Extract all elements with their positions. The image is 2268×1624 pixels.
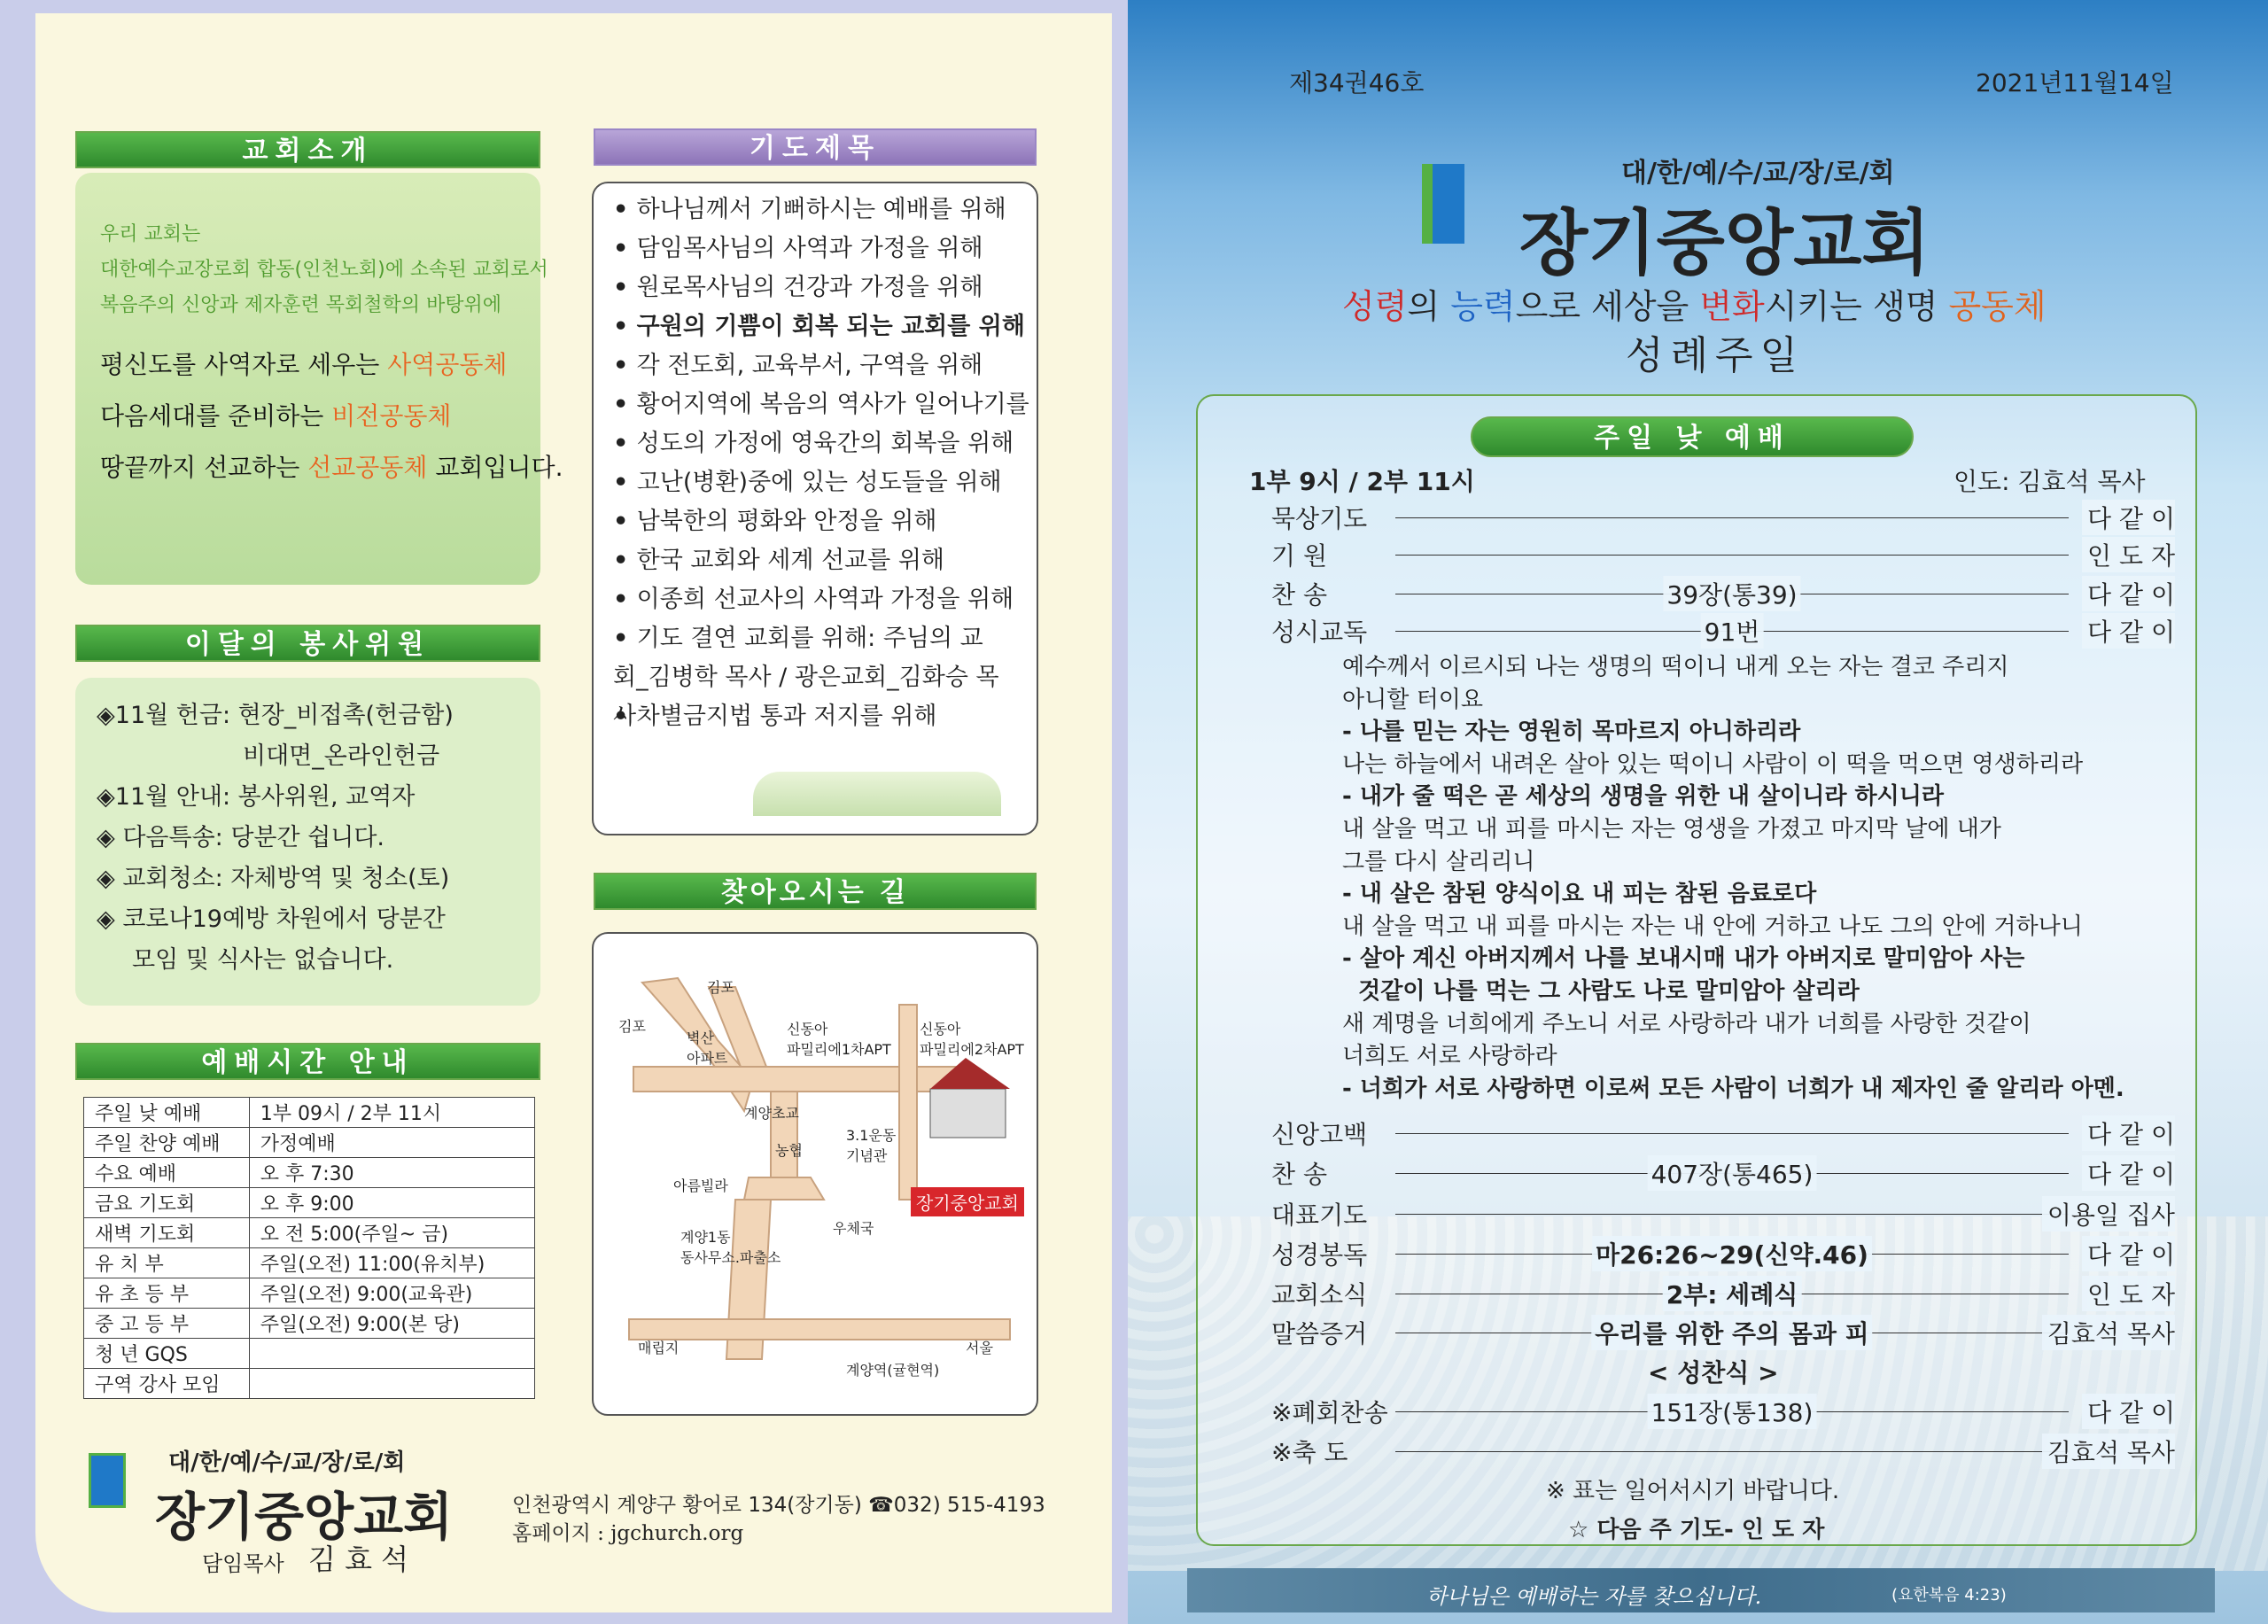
- schedule-cell: 금요 기도회: [84, 1188, 250, 1218]
- map-label: 신동아 파밀리에1차APT: [787, 1021, 891, 1058]
- order-item-person: 다 같 이: [2082, 576, 2175, 611]
- order-leader-line: [1395, 1214, 2069, 1215]
- table-row: [84, 1248, 535, 1278]
- map-label: 3.1운동 기념관: [846, 1127, 897, 1164]
- schedule-cell: 주일 낮 예배: [84, 1098, 250, 1128]
- intro-line-3-c: 교회입니다.: [427, 453, 563, 482]
- order-item-person: 다 같 이: [2082, 1236, 2175, 1271]
- standing-note: ※ 표는 일어서시기 바랍니다.: [1546, 1478, 1840, 1504]
- order-item-label: 찬 송: [1271, 580, 1327, 610]
- schedule-cell: 주일(오전) 11:00(유치부): [249, 1248, 534, 1278]
- header-denomination: 대/한/예/수/교/장/로/회: [1621, 158, 1895, 189]
- sacrament-label: < 성찬식 >: [1648, 1358, 1779, 1387]
- motto-part: 공동체: [1948, 287, 2047, 326]
- footer-pastor-label: 담임목사: [202, 1551, 284, 1576]
- footer-address: 인천광역시 계양구 황어로 134(장기동) ☎032) 515-4193: [512, 1494, 1045, 1517]
- volunteer-line: ◈ 코로나19예방 차원에서 당분간: [97, 905, 446, 933]
- prayer-item: • 차별금지법 통과 저지를 위해: [613, 697, 1029, 736]
- prayer-item: • 성도의 가정에 영육간의 회복을 위해: [613, 424, 1029, 463]
- issue-number: 제34권46호: [1289, 68, 1425, 97]
- order-item-person: 인 도 자: [2082, 537, 2175, 572]
- prayer-item: • 황어지역에 복음의 역사가 일어나기를: [613, 385, 1029, 424]
- prayer-item: • 남북한의 평화와 안정을 위해: [613, 502, 1029, 541]
- table-row: [84, 1158, 535, 1188]
- footer-pastor-name: 김 효 석: [308, 1542, 409, 1576]
- intro-small-2: 대한예수교장로회 합동(인천노회)에 소속된 교회로서: [100, 259, 548, 281]
- schedule-cell: 오 전 5:00(주일~ 금): [249, 1218, 534, 1248]
- volunteer-line: ◈ 다음특송: 당분간 쉽니다.: [97, 824, 385, 851]
- intro-line-2-b: 비전공동체: [331, 401, 452, 431]
- reading-line: - 살아 계신 아버지께서 나를 보내시매 내가 아버지로 말미암아 사는: [1342, 945, 2025, 973]
- schedule-cell: 중 고 등 부: [84, 1309, 250, 1339]
- prayer-item: • 담임목사님의 사역과 가정을 위해: [613, 229, 1029, 268]
- prayer-box: [592, 182, 1038, 835]
- order-item-person: 인 도 자: [2082, 1276, 2175, 1311]
- order-leader-line: [1395, 1451, 2069, 1452]
- volunteer-box: [75, 678, 540, 1006]
- schedule-cell: 유 치 부: [84, 1248, 250, 1278]
- intro-line-2-a: 다음세대를 준비하는: [100, 401, 332, 431]
- order-item-person: 김효석 목사: [2042, 1434, 2175, 1469]
- order-item-person: 다 같 이: [2082, 1115, 2175, 1151]
- sunday-title: 성례주일: [1626, 333, 1806, 378]
- reading-line: - 내가 줄 떡은 곧 세상의 생명을 위한 내 살이니라 하시니라: [1342, 783, 1944, 811]
- map-label: 신동아 파밀리에2차APT: [920, 1021, 1024, 1058]
- motto-part: 의: [1407, 287, 1451, 326]
- church-motto: [1342, 279, 2047, 328]
- schedule-cell: [249, 1369, 534, 1399]
- map-label: 우체국: [833, 1220, 874, 1237]
- reading-line: - 내 살은 참된 양식이요 내 피는 참된 음료로다: [1342, 881, 1817, 908]
- prayer-item: • 기도 결연 교회를 위해: 주님의 교회_김병학 목사 / 광은교회_김화승 목사: [613, 619, 1003, 697]
- footer-church-name: 장기중앙교회: [155, 1487, 454, 1547]
- map-label: 계양역(귤현역): [846, 1362, 940, 1379]
- service-times: 1부 9시 / 2부 11시: [1249, 467, 1475, 496]
- intro-small-3: 복음주의 신앙과 제자훈련 목회철학의 바탕위에: [100, 294, 502, 316]
- verse-banner-ref: (요한복음 4:23): [1891, 1586, 2007, 1605]
- header-church-name: 장기중앙교회: [1519, 202, 1930, 284]
- order-item-label: 기 원: [1271, 541, 1327, 571]
- order-leader-line: [1395, 1133, 2069, 1134]
- schedule-cell: 1부 09시 / 2부 11시: [249, 1098, 534, 1128]
- schedule-cell: 주일 찬양 예배: [84, 1128, 250, 1158]
- worship-title: 주일 낮 예배: [1471, 416, 1914, 457]
- intro-small-1: 우리 교회는: [100, 223, 201, 245]
- intro-line-3: [100, 448, 563, 484]
- prayer-item: • 고난(병환)중에 있는 성도들을 위해: [613, 463, 1029, 502]
- reading-line: - 나를 믿는 자는 영원히 목마르지 아니하리라: [1342, 719, 1801, 746]
- table-row: [84, 1309, 535, 1339]
- responsive-reading: [1342, 651, 2124, 1105]
- schedule-cell: 주일(오전) 9:00(교육관): [249, 1278, 534, 1309]
- issue-date: 2021년11월14일: [1976, 68, 2174, 97]
- order-item-label: 성시교독: [1271, 618, 1368, 647]
- motto-part: 으로 세상을: [1515, 287, 1700, 326]
- intro-line-3-a: 땅끝까지 선교하는: [100, 453, 308, 482]
- verse-banner-text: 하나님은 예배하는 자를 찾으십니다.: [1426, 1584, 1762, 1609]
- schedule-table: [83, 1097, 535, 1399]
- order-item-label: 대표기도: [1271, 1201, 1368, 1230]
- schedule-header: 예배시간 안내: [75, 1043, 540, 1080]
- intro-line-2: [100, 397, 451, 432]
- map-label: 농협: [775, 1142, 803, 1159]
- table-row: [84, 1278, 535, 1309]
- cross-logo-icon: [89, 1453, 126, 1508]
- order-item-detail: 151장(통138): [1648, 1394, 1817, 1429]
- schedule-cell: 구역 강사 모임: [84, 1369, 250, 1399]
- reading-line: 아니할 터이요: [1342, 686, 1483, 713]
- worship-leader: 인도: 김효석 목사: [1953, 467, 2146, 496]
- reading-line: 그를 다시 살리리니: [1342, 848, 1535, 875]
- prayer-header: 기도제목: [594, 128, 1037, 166]
- schedule-cell: 오 후 9:00: [249, 1188, 534, 1218]
- order-item-detail: 407장(통465): [1648, 1155, 1817, 1191]
- reading-line: 것같이 나를 먹는 그 사람도 나로 말미암아 살리라: [1342, 977, 1860, 1005]
- table-row: [84, 1218, 535, 1248]
- prayer-item: • 각 전도회, 교육부서, 구역을 위해: [613, 346, 1029, 385]
- footer-denomination: 대/한/예/수/교/장/로/회: [168, 1449, 406, 1476]
- schedule-cell: 오 후 7:30: [249, 1158, 534, 1188]
- map-label: 아름빌라: [673, 1177, 728, 1194]
- volunteer-line: 모임 및 식사는 없습니다.: [132, 946, 394, 974]
- prayer-item: • 원로목사님의 건강과 가정을 위해: [613, 268, 1029, 307]
- schedule-cell: 수요 예배: [84, 1158, 250, 1188]
- volunteer-line: 비대면_온라인헌금: [243, 742, 440, 770]
- schedule-cell: 새벽 기도회: [84, 1218, 250, 1248]
- table-row: [84, 1369, 535, 1399]
- intro-header: 교회소개: [75, 131, 540, 168]
- prayer-item: • 하나님께서 기뻐하시는 예배를 위해: [613, 190, 1029, 229]
- verse-banner: [1187, 1568, 2215, 1612]
- prayer-item: • 이종희 선교사의 사역과 가정을 위해: [613, 580, 1029, 619]
- reading-line: - 너희가 서로 사랑하면 이로써 모든 사람이 너희가 내 제자인 줄 알리라 아멘.: [1342, 1075, 2124, 1102]
- order-item-label: 묵상기도: [1271, 504, 1368, 533]
- order-item-label: 찬 송: [1271, 1160, 1327, 1189]
- prayer-item: • 한국 교회와 세계 선교를 위해: [613, 541, 1029, 580]
- order-leader-line: [1395, 517, 2069, 518]
- motto-part: 변화: [1699, 287, 1765, 326]
- intro-box: [75, 173, 563, 585]
- map-church-label: 장기중앙교회: [911, 1187, 1024, 1216]
- intro-line-1-a: 평신도를 사역자로 세우는: [100, 350, 388, 379]
- order-item-detail: 39장(통39): [1663, 576, 1800, 611]
- intro-line-1: [100, 346, 507, 381]
- schedule-cell: 주일(오전) 9:00(본 당): [249, 1309, 534, 1339]
- order-item-person: 김효석 목사: [2042, 1315, 2175, 1350]
- intro-line-1-b: 사역공동체: [387, 350, 508, 379]
- table-row: [84, 1128, 535, 1158]
- order-item-label: 말씀증거: [1271, 1319, 1368, 1348]
- map-label: 서울: [966, 1340, 993, 1356]
- order-leader-line: [1395, 555, 2069, 556]
- reading-line: 내 살을 먹고 내 피를 마시는 자는 내 안에 거하고 나도 그의 안에 거하나니: [1342, 913, 2083, 940]
- order-item-detail: 마26:26~29(신약.46): [1592, 1236, 1872, 1271]
- next-week-prayer: ☆ 다음 주 기도- 인 도 자: [1568, 1517, 1825, 1543]
- order-item-person: 다 같 이: [2082, 613, 2175, 649]
- volunteer-line: ◈11월 헌금: 현장_비접촉(헌금함): [97, 702, 454, 729]
- order-item-label: ※축 도: [1271, 1438, 1348, 1467]
- footer-website: 홈페이지 : jgchurch.org: [512, 1522, 744, 1545]
- order-item-label: 교회소식: [1271, 1280, 1368, 1309]
- reading-line: 나는 하늘에서 내려온 살아 있는 떡이니 사람이 이 떡을 먹으면 영생하리라: [1342, 750, 2084, 778]
- schedule-cell: 유 초 등 부: [84, 1278, 250, 1309]
- order-item-detail: 2부: 세례식: [1663, 1276, 1802, 1311]
- reading-line: 너희도 서로 사랑하라: [1342, 1043, 1557, 1070]
- motto-part: 능력: [1450, 287, 1516, 326]
- map-box: [592, 932, 1038, 1416]
- table-row: [84, 1339, 535, 1369]
- order-item-detail: 우리를 위한 주의 몸과 피: [1591, 1315, 1872, 1350]
- order-item-person: 이용일 집사: [2042, 1196, 2175, 1232]
- volunteer-line: ◈11월 안내: 봉사위원, 교역자: [97, 783, 416, 811]
- intro-line-3-b: 선교공동체: [307, 453, 428, 482]
- table-row: [84, 1098, 535, 1128]
- table-row: [84, 1188, 535, 1218]
- schedule-cell: 가정예배: [249, 1128, 534, 1158]
- map-label: 김포: [707, 979, 734, 996]
- reading-line: 내 살을 먹고 내 피를 마시는 자는 영생을 가졌고 마지막 날에 내가: [1342, 815, 2001, 843]
- order-item-label: 성경봉독: [1271, 1240, 1368, 1270]
- map-label: 매립지: [638, 1340, 680, 1356]
- schedule-cell: [249, 1339, 534, 1369]
- motto-part: 성령: [1342, 287, 1408, 326]
- map-label: 벽산 아파트: [687, 1030, 728, 1067]
- map-label: 김포: [618, 1018, 646, 1035]
- reading-line: 예수께서 이르시되 나는 생명의 떡이니 내게 오는 자는 결코 주리지: [1342, 654, 2009, 680]
- motto-part: 시키는 생명: [1764, 287, 1949, 326]
- landscape-illustration: [753, 772, 1001, 816]
- prayer-item: • 구원의 기쁨이 회복 되는 교회를 위해: [613, 307, 1029, 346]
- order-item-person: 다 같 이: [2082, 500, 2175, 535]
- reading-line: 새 계명을 너희에게 주노니 서로 사랑하라 내가 너희를 사랑한 것같이: [1342, 1010, 2031, 1037]
- volunteer-header: 이달의 봉사위원: [75, 625, 540, 662]
- map-header: 찾아오시는 길: [594, 873, 1037, 910]
- schedule-cell: 청 년 GQS: [84, 1339, 250, 1369]
- order-item-detail: 91번: [1701, 613, 1764, 649]
- map-label: 계양초교: [744, 1105, 799, 1122]
- order-item-label: ※폐회찬송: [1271, 1398, 1388, 1427]
- volunteer-line: ◈ 교회청소: 자체방역 및 청소(토): [97, 865, 450, 892]
- order-item-person: 다 같 이: [2082, 1155, 2175, 1191]
- cross-logo-icon: [1422, 164, 1464, 244]
- map-label: 계양1동 동사무소.파출소: [680, 1229, 781, 1266]
- order-item-label: 신앙고백: [1271, 1120, 1368, 1149]
- order-item-person: 다 같 이: [2082, 1394, 2175, 1429]
